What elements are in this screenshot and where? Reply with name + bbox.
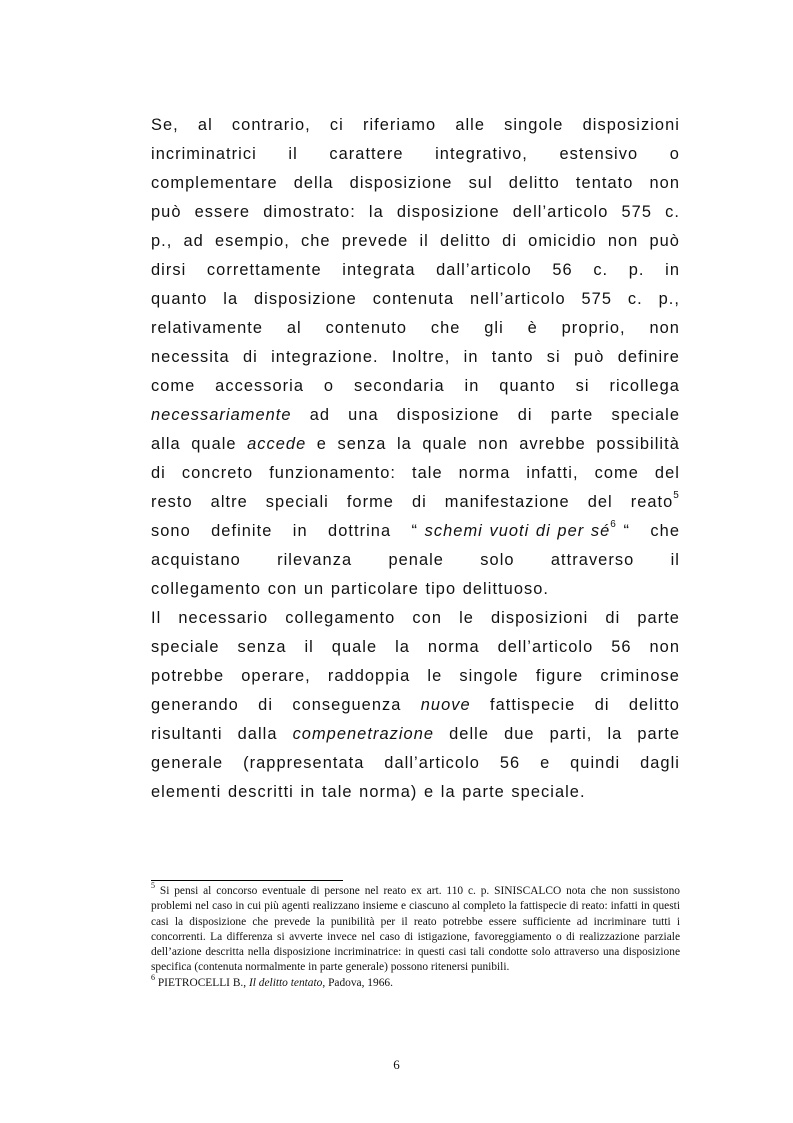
word: carattere — [329, 145, 404, 163]
text-line — [151, 459, 680, 488]
word: dell’articolo — [497, 638, 594, 656]
word: correttamente — [206, 261, 322, 279]
word: si — [575, 377, 590, 395]
text-line — [151, 749, 680, 778]
word: c. — [593, 261, 609, 279]
word: ricollega — [609, 377, 680, 395]
word: in — [464, 377, 480, 395]
word: integrazione. — [271, 348, 379, 366]
footnote-6: $^6$ PIETROCELLI B., Il delitto tentato, Padova, 1966. — [151, 972, 393, 989]
word: non — [649, 638, 680, 656]
word: alla — [151, 435, 181, 453]
word: non — [478, 435, 509, 453]
word: speciale — [611, 406, 680, 424]
word: necessita — [151, 348, 230, 366]
word: quale — [331, 638, 378, 656]
word: senza — [237, 638, 287, 656]
footnote-separator — [151, 880, 343, 881]
word: la — [368, 203, 384, 221]
word: parte — [550, 406, 594, 424]
word: fattispecie — [490, 696, 576, 714]
text-line — [151, 198, 680, 227]
text-line — [151, 778, 680, 807]
word: dell’articolo — [512, 203, 609, 221]
word: di — [605, 609, 621, 627]
word: al — [197, 116, 213, 134]
word: come — [151, 377, 196, 395]
word: dimostrato: — [263, 203, 356, 221]
word: dirsi — [151, 261, 187, 279]
word: di — [151, 464, 166, 482]
text-line — [151, 488, 680, 517]
italic-emphasis: nuove — [420, 696, 471, 714]
word: risultanti — [151, 725, 223, 743]
word: conseguenza — [292, 696, 402, 714]
word: disposizione — [396, 406, 500, 424]
word: di — [258, 696, 274, 714]
word: 56 — [552, 261, 573, 279]
word: il — [288, 145, 298, 163]
word: del — [587, 493, 613, 511]
word: integrativo, — [435, 145, 528, 163]
line-text: collegamento con un particolare tipo delittuoso. — [151, 580, 549, 598]
text-line — [151, 372, 680, 401]
word: p., — [658, 290, 680, 308]
word: la — [395, 638, 410, 656]
word: c. — [665, 203, 680, 221]
word: delle — [449, 725, 490, 743]
word: figure — [535, 667, 584, 685]
word: 575 — [621, 203, 653, 221]
word: singole — [504, 116, 564, 134]
word: 56 — [499, 754, 521, 772]
body-text — [151, 111, 680, 807]
cited-title: Il delitto tentato — [248, 976, 323, 989]
word: parte — [637, 609, 680, 627]
word: 575 — [581, 290, 613, 308]
word: del — [654, 464, 680, 482]
word: norma — [427, 638, 480, 656]
word: accessoria — [215, 377, 305, 395]
word: tanto — [491, 348, 534, 366]
word: come — [594, 464, 639, 482]
word: altre — [210, 493, 248, 511]
word: resto — [151, 493, 193, 511]
text-line — [151, 546, 680, 575]
word: è — [527, 319, 538, 337]
word: Se, — [151, 116, 179, 134]
word: di — [502, 232, 518, 250]
word: sono — [151, 522, 191, 540]
word: le — [427, 667, 443, 685]
word: relativamente — [151, 319, 264, 337]
word: penale — [388, 551, 444, 569]
word: sul — [468, 174, 493, 192]
italic-emphasis: schemi vuoti di per sé — [424, 522, 611, 540]
word: che — [301, 232, 331, 250]
word: gli — [484, 319, 504, 337]
word: di — [242, 348, 258, 366]
word: speciali — [265, 493, 329, 511]
word: due — [504, 725, 535, 743]
quoted-phrase: “ schemi vuoti di per $sé^6$ “ — [411, 518, 631, 540]
word: 56 — [611, 638, 632, 656]
word: dall’articolo — [384, 754, 480, 772]
word: si — [546, 348, 561, 366]
text-line — [151, 575, 680, 604]
word: di — [517, 406, 533, 424]
word: operare, — [241, 667, 311, 685]
word: quale — [191, 435, 237, 453]
word: non — [607, 232, 639, 250]
word: forme — [346, 493, 394, 511]
word: c. — [627, 290, 643, 308]
word: in — [665, 261, 680, 279]
word: dalla — [237, 725, 278, 743]
word: contenuta — [372, 290, 455, 308]
italic-emphasis: accede — [247, 435, 307, 453]
word: la — [607, 725, 623, 743]
word: quindi — [570, 754, 621, 772]
footnotes — [151, 881, 680, 991]
word: può — [151, 203, 182, 221]
word: secondaria — [353, 377, 445, 395]
word: che — [650, 522, 680, 540]
text-line — [151, 633, 680, 662]
word: dottrina — [328, 522, 392, 540]
word: quanto — [151, 290, 208, 308]
word: non — [649, 319, 680, 337]
word: e — [540, 754, 551, 772]
word: al — [286, 319, 302, 337]
footnote-ref-5[interactable]: 5 — [673, 489, 680, 501]
word: tale — [412, 464, 443, 482]
word: senza — [337, 435, 387, 453]
footnote-ref-6[interactable]: 6 — [610, 518, 617, 530]
word: che — [430, 319, 461, 337]
word: riferiamo — [362, 116, 437, 134]
word: essere — [194, 203, 251, 221]
word: o — [323, 377, 335, 395]
word: singole — [459, 667, 519, 685]
word: ad — [309, 406, 331, 424]
word: di — [594, 696, 610, 714]
word: integrata — [342, 261, 416, 279]
text-line — [151, 401, 680, 430]
word: una — [348, 406, 379, 424]
word: Inoltre, — [391, 348, 451, 366]
word: reato$^5$ — [630, 489, 680, 511]
text-line — [151, 140, 680, 169]
word: disposizione — [349, 174, 453, 192]
text-line — [151, 662, 680, 691]
word: possibilità — [596, 435, 680, 453]
word: definire — [617, 348, 680, 366]
text-line — [151, 111, 680, 140]
word: (rappresentata — [243, 754, 365, 772]
text-line — [151, 691, 680, 720]
word: il — [419, 232, 429, 250]
word: parte — [637, 725, 680, 743]
line-text: elementi descritti in tale norma) e la parte speciale. — [151, 783, 586, 801]
word: estensivo — [559, 145, 639, 163]
word: tentato — [575, 174, 634, 192]
word: generando — [151, 696, 239, 714]
italic-emphasis: compenetrazione — [292, 725, 435, 743]
word: contrario, — [231, 116, 311, 134]
word: alle — [455, 116, 486, 134]
text-line — [151, 604, 680, 633]
word: può — [649, 232, 680, 250]
word: nell’articolo — [470, 290, 566, 308]
word: manifestazione — [444, 493, 570, 511]
word: le — [459, 609, 474, 627]
footnote-number: 5 — [151, 881, 155, 891]
word: necessario — [178, 609, 269, 627]
text-line — [151, 430, 680, 459]
word: contenuto — [325, 319, 408, 337]
word: la — [396, 435, 412, 453]
word: rilevanza — [277, 551, 353, 569]
word: omicidio — [528, 232, 597, 250]
word: non — [649, 174, 680, 192]
footnote-5: $^5$ Si pensi al concorso eventuale di persone nel reato ex art. 110 c. p. SINISCALCO nota che non sussistono problemi nel caso in cui più agenti realizzano insieme e ciascuno al completo la fattispecie di reato: infatti in questi casi la disposizione che prevede la punibilità per il reato potrebbe essere sufficiente ad incriminare tutti i concorrenti. La differenza si avverte invece nel caso di istigazione, favoreggiamento o di realizzazione parziale dell’azione descritta nella disposizione incriminatrice: in questi casi tali condotte solo attraverso una disposizione specifica (contenuta normalmente in parte generale) possono ritenersi punibili. — [151, 881, 680, 974]
word: dagli — [640, 754, 680, 772]
word: la — [223, 290, 239, 308]
word: di — [411, 493, 427, 511]
word: può — [573, 348, 605, 366]
word: definite — [211, 522, 273, 540]
word: disposizione — [254, 290, 357, 308]
word: esempio, — [214, 232, 290, 250]
word: acquistano — [151, 551, 241, 569]
word: speciale — [151, 638, 220, 656]
word: Il — [151, 609, 162, 627]
text-line — [151, 517, 680, 546]
word: norma — [458, 464, 511, 482]
word: proprio, — [561, 319, 626, 337]
word: prevede — [341, 232, 409, 250]
word: ad — [183, 232, 204, 250]
word: il — [670, 551, 680, 569]
word: dall’articolo — [436, 261, 532, 279]
word: della — [293, 174, 334, 192]
word: con — [412, 609, 442, 627]
word: disposizioni — [582, 116, 680, 134]
word: delitto — [628, 696, 680, 714]
word: disposizione — [396, 203, 500, 221]
word: funzionamento: — [269, 464, 396, 482]
text-line — [151, 314, 680, 343]
page-number: 6 — [393, 1057, 400, 1072]
text-line — [151, 256, 680, 285]
word: quanto — [499, 377, 556, 395]
word: avrebbe — [519, 435, 586, 453]
word: collegamento — [285, 609, 396, 627]
word: p., — [151, 232, 173, 250]
word: concreto — [181, 464, 254, 482]
text-line — [151, 169, 680, 198]
word: e — [316, 435, 327, 453]
text-line — [151, 720, 680, 749]
word: attraverso — [550, 551, 635, 569]
word: disposizioni — [491, 609, 589, 627]
word: delitto — [508, 174, 560, 192]
italic-emphasis: necessariamente — [151, 406, 292, 424]
word: generale — [151, 754, 224, 772]
word: infatti, — [526, 464, 579, 482]
word: delitto — [439, 232, 492, 250]
word: quale — [422, 435, 468, 453]
word: in — [292, 522, 308, 540]
word: p. — [628, 261, 645, 279]
word: parti, — [549, 725, 593, 743]
text-line — [151, 285, 680, 314]
text-line — [151, 227, 680, 256]
word: complementare — [151, 174, 278, 192]
word: criminose — [600, 667, 680, 685]
word: potrebbe — [151, 667, 225, 685]
word: in — [463, 348, 479, 366]
word: o — [669, 145, 680, 163]
text-line — [151, 343, 680, 372]
word: il — [304, 638, 314, 656]
word: incriminatrici — [151, 145, 257, 163]
word: ci — [329, 116, 344, 134]
footnote-number: 6 — [151, 972, 155, 982]
word: solo — [480, 551, 515, 569]
word: raddoppia — [327, 667, 411, 685]
